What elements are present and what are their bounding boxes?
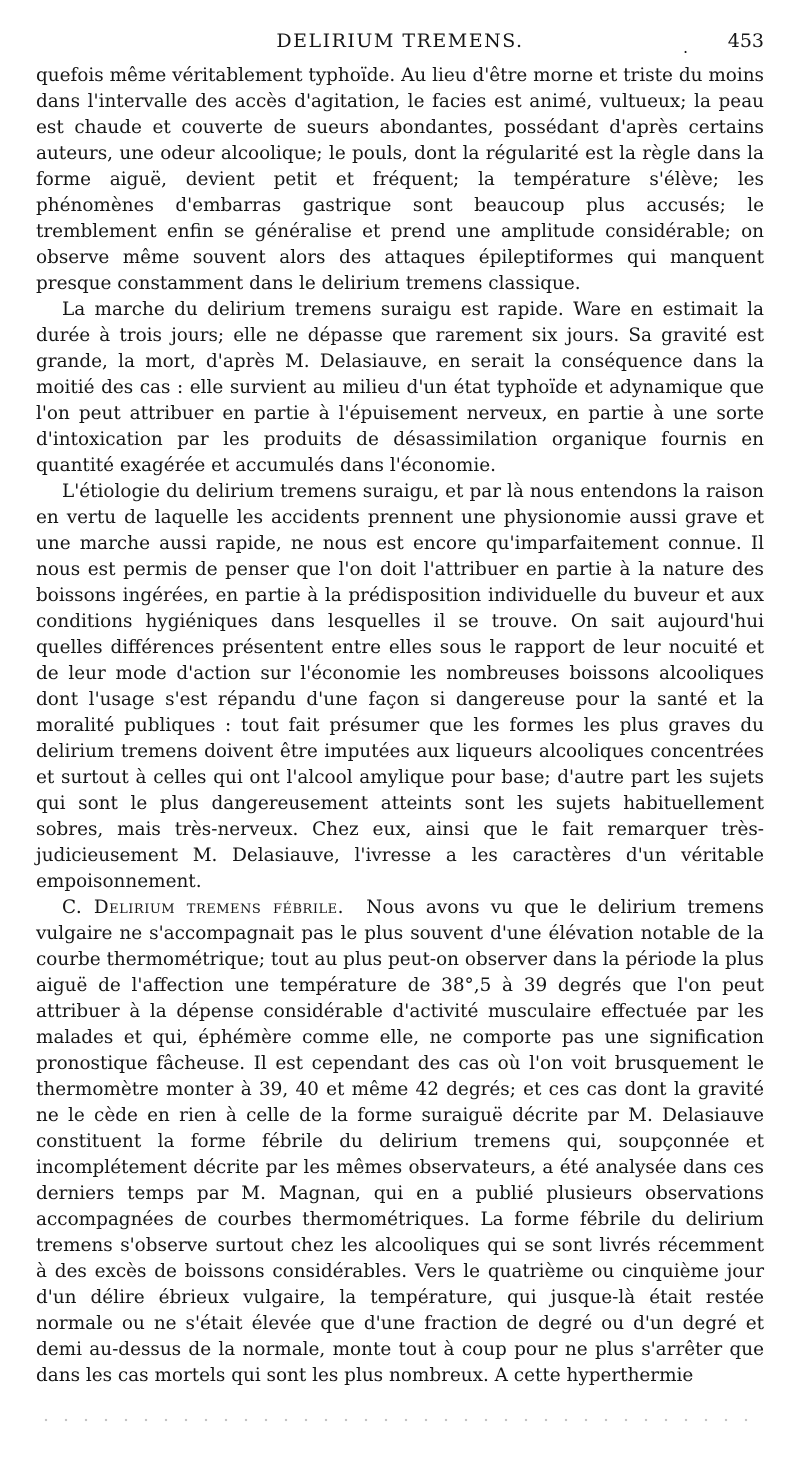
page-number: 453 [727,30,764,52]
header-speck: . [683,38,689,57]
paragraph-continuation: quefois même véritablement typhoïde. Au lieu d'être morne et triste du moins dans l'intervalle des accès d'agitation, le facies est animé, vultueux; la peau est chaude et couverte de sueurs abondantes, possédant d'après certains auteurs, une odeur alcoolique; le pouls, dont la régularité est la règle dans la forme aiguë, devient petit et fréquent; la température s'élève; les phénomènes d'embarras gastrique sont beaucoup plus accusés; le tremblement enfin se généralise et prend une amplitude considérable; on observe même souvent alors des attaques épileptiformes qui manquent presque constamment dans le delirium tremens classique. [36,65,764,294]
paragraph-etiologie: L'étiologie du delirium tremens suraigu, et par là nous entendons la raison en vertu de laquelle les accidents prennent une physionomie aussi grave et une marche aussi rapide, ne nous est encore qu'imparfaitement connue. Il nous est permis de penser que l'on doit l'attribuer en partie à la nature des boissons ingérées, en partie à la prédisposition individuelle du buveur et aux conditions hygiéniques dans lesquelles il se trouve. On sait aujourd'hui quelles différences présentent entre elles sous le rapport de leur nocuité et de leur mode d'action sur l'économie les nombreuses boissons alcooliques dont l'usage s'est répandu d'une façon si dangereuse pour la santé et la moralité publiques : tout fait présumer que les formes les plus graves du delirium tremens doivent être imputées aux liqueurs alcooliques concentrées et surtout à celles qui ont l'alcool amylique pour base; d'autre part les sujets qui sont le plus dangereusement atteints sont les sujets habituellement sobres, mais très-nerveux. Chez eux, ainsi que le fait remarquer très-judicieusement M. Delasiauve, l'ivresse a les caractères d'un véritable empoisonnement. [36,481,764,892]
body-text [36,63,764,1389]
paragraph-marche: La marche du delirium tremens suraigu est rapide. Ware en estimait la durée à trois jours; elle ne dépasse que rarement six jours. Sa gravité est grande, la mort, d'après M. Delasiauve, en serait la conséquence dans la moitié des cas : elle survient au milieu d'un état typhoïde et adynamique que l'on peut attribuer en partie à l'épuisement nerveux, en partie à une sorte d'intoxication par les produits de désassimilation organique fournis en quantité exagérée et accumulés dans l'économie. [36,299,764,476]
page-header [36,28,764,58]
section-heading: C. Delirium tremens fébrile. [62,897,344,918]
section-body: Nous avons vu que le delirium tremens vulgaire ne s'accompagnait pas le plus souvent d'une élévation notable de la courbe thermométrique; tout au plus peut-on observer dans la période la plus aiguë de l'affection une température de 38°,5 à 39 degrés que l'on peut attribuer à la dépense considérable d'activité musculaire effectuée par les malades et qui, éphémère comme elle, ne comporte pas une signification pronostique fâcheuse. Il est cependant des cas où l'on voit brusquement le thermomètre monter à 39, 40 et même 42 degrés; et ces cas dont la gravité ne le cède en rien à celle de la forme suraiguë décrite par M. Delasiauve constituent la forme fébrile du delirium tremens qui, soupçonnée et incomplétement décrite par les mêmes observateurs, a été analysée dans ces derniers temps par M. Magnan, qui en a publié plusieurs observations accompagnées de courbes thermométriques. La forme fébrile du delirium tremens s'observe surtout chez les alcooliques qui se sont livrés récemment à des excès de boissons considérables. Vers le quatrième ou cinquième jour d'un délire ébrieux vulgaire, la température, qui jusque-là était restée normale ou ne s'était élevée que d'une fraction de degré ou d'un degré et demi au-dessus de la normale, monte tout à coup pour ne plus s'arrêter que dans les cas mortels qui sont les plus nombreux. A cette hyperthermie [36,897,764,1386]
bottom-print-noise [36,1418,764,1422]
paragraph-delirium-febrile [36,895,764,1389]
running-head: DELIRIUM TREMENS. [276,30,524,52]
